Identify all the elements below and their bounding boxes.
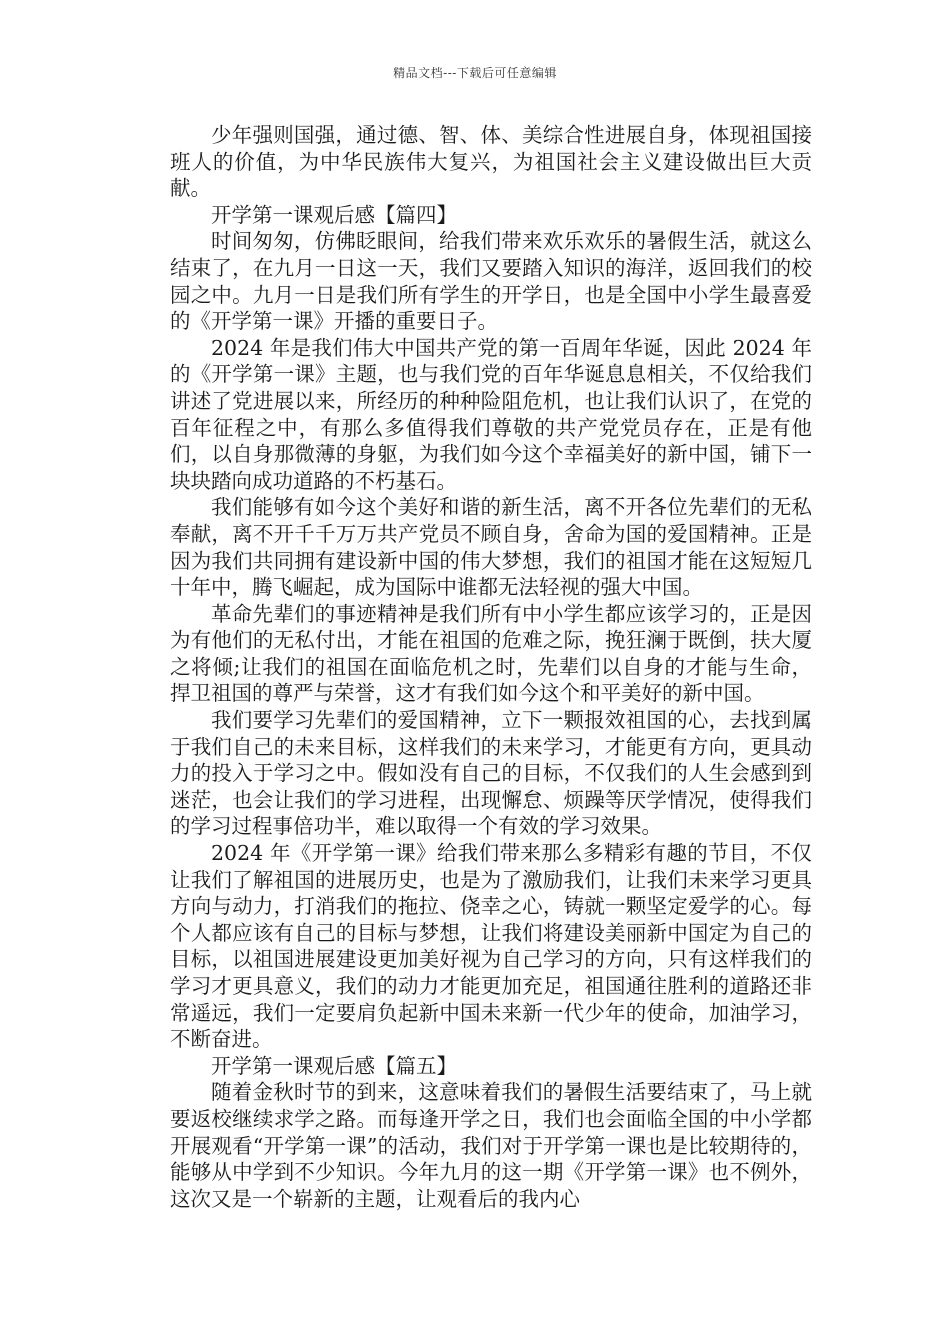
page-header: 精品文档---下载后可任意编辑 (393, 66, 557, 80)
section-heading-part-five: 开学第一课观后感【篇五】 (211, 1053, 457, 1078)
paragraph: 2024 年是我们伟大中国共产党的第一百周年华诞，因此 2024 年的《开学第一课》主题，也与我们党的百年华诞息息相关，不仅给我们讲述了党进展以来，所经历的种种险阻危机，也让我们认识了，在党的百年征程之中，有那么多值得我们尊敬的共产党党员存在，正是有他们，以自身那微薄的身躯，为我们如今这个幸福美好的新中国，铺下一块块踏向成功道路的不朽基石。 (170, 335, 812, 493)
document-body (170, 122, 812, 1212)
paragraph: 革命先辈们的事迹精神是我们所有中小学生都应该学习的，正是因为有他们的无私付出，才能在祖国的危难之际，挽狂澜于既倒，扶大厦之将倾;让我们的祖国在面临危机之时，先辈们以自身的才能与生命，捍卫祖国的尊严与荣誉，这才有我们如今这个和平美好的新中国。 (170, 601, 812, 706)
paragraph: 时间匆匆，仿佛眨眼间，给我们带来欢乐欢乐的暑假生活，就这么结束了，在九月一日这一天，我们又要踏入知识的海洋，返回我们的校园之中。九月一日是我们所有学生的开学日，也是全国中小学生最喜爱的《开学第一课》开播的重要日子。 (170, 229, 812, 334)
paragraph: 2024 年《开学第一课》给我们带来那么多精彩有趣的节目，不仅让我们了解祖国的进展历史，也是为了激励我们，让我们未来学习更具方向与动力，打消我们的拖拉、侥幸之心，铸就一颗坚定爱学的心。每个人都应该有自己的目标与梦想，让我们将建设美丽新中国定为自己的目标，以祖国进展建设更加美好视为自己学习的方向，只有这样我们的学习才更具意义，我们的动力才能更加充足，祖国通往胜利的道路还非常遥远，我们一定要肩负起新中国未来新一代少年的使命，加油学习，不断奋进。 (170, 841, 812, 1052)
paragraph: 我们能够有如今这个美好和谐的新生活，离不开各位先辈们的无私奉献，离不开千千万万共产党员不顾自身，舍命为国的爱国精神。正是因为我们共同拥有建设新中国的伟大梦想，我们的祖国才能在这短短几十年中，腾飞崛起，成为国际中谁都无法轻视的强大中国。 (170, 495, 812, 600)
section-heading-part-four: 开学第一课观后感【篇四】 (211, 202, 457, 227)
paragraph: 我们要学习先辈们的爱国精神，立下一颗报效祖国的心，去找到属于我们自己的未来目标，这样我们的未来学习，才能更有方向，更具动力的投入于学习之中。假如没有自己的目标，不仅我们的人生会感到到迷茫，也会让我们的学习进程，出现懈怠、烦躁等厌学情况，使得我们的学习过程事倍功半，难以取得一个有效的学习效果。 (170, 708, 812, 839)
paragraph: 随着金秋时节的到来，这意味着我们的暑假生活要结束了，马上就要返校继续求学之路。而每逢开学之日，我们也会面临全国的中小学都开展观看“开学第一课”的活动，我们对于开学第一课也是比较期待的，能够从中学到不少知识。今年九月的这一期《开学第一课》也不例外，这次又是一个崭新的主题，让观看后的我内心 (170, 1080, 812, 1211)
paragraph-intro-closing: 少年强则国强，通过德、智、体、美综合性进展自身，体现祖国接班人的价值，为中华民族伟大复兴，为祖国社会主义建设做出巨大贡献。 (170, 123, 812, 201)
